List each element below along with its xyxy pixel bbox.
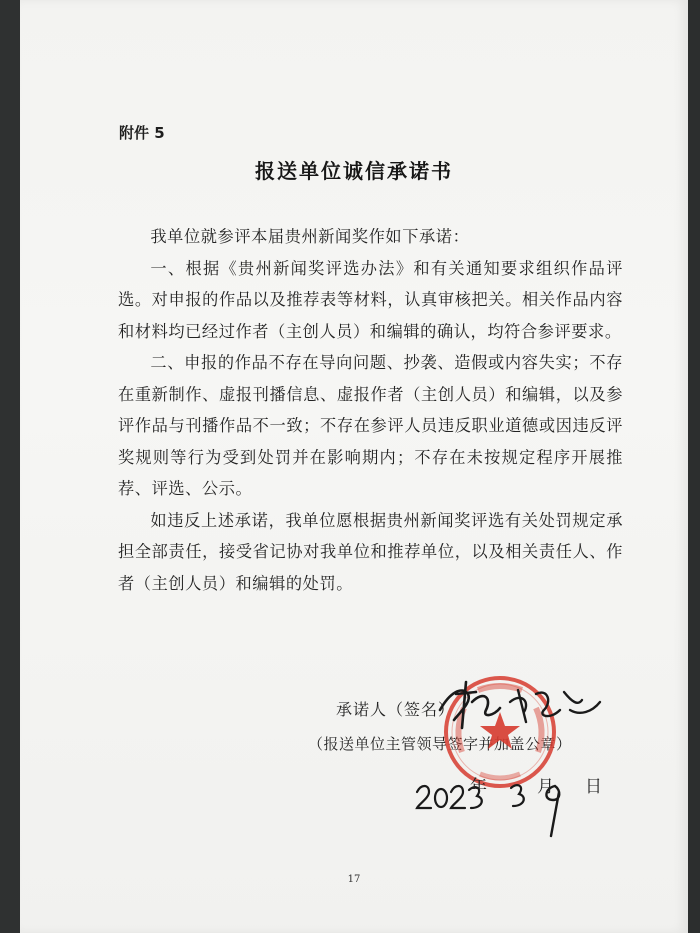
- desk-edge-left: [0, 0, 20, 933]
- page-number: 17: [347, 874, 361, 885]
- desk-edge-right: [688, 0, 700, 933]
- document-title: 报送单位诚信承诺书: [255, 159, 453, 183]
- attachment-label: 附件 5: [119, 124, 165, 142]
- handwritten-signature: [432, 672, 607, 732]
- paragraph-liability: 如违反上述承诺，我单位愿根据贵州新闻奖评选有关处罚规定承担全部责任，接受省记协对我单位和推荐单位，以及相关责任人、作者（主创人员）和编辑的处罚。: [118, 510, 623, 593]
- signature-note: （报送单位主管领导签字并加盖公章）: [308, 735, 572, 753]
- paragraph-intro: 我单位就参评本届贵州新闻奖作如下承诺：: [150, 227, 470, 246]
- paragraph-item-2: 二、申报的作品不存在导向问题、抄袭、造假或内容失实；不存在重新制作、虚报刊播信息、虚报作者（主创人员）和编辑，以及参评作品与刊播作品不一致；不存在参评人员违反职业道德或因违反评奖规则等行为受到处罚并在影响期内；不存在未按规定程序开展推荐、评选、公示。: [118, 353, 623, 498]
- paragraph-item-1: 一、根据《贵州新闻奖评选办法》和有关通知要求组织作品评选。对申报的作品以及推荐表等材料，认真审核把关。相关作品内容和材料均已经过作者（主创人员）和编辑的确认，均符合参评要求。: [118, 258, 623, 341]
- promiser-label: 承诺人（签名）: [336, 700, 456, 719]
- document-body: [118, 221, 623, 599]
- document-page: 附件 5 报送单位诚信承诺书 我单位就参评本届贵州新闻奖作如下承诺： 一、根据《贵州新闻奖评选办法》和有关通知要求组织作品评选。对申报的作品以及推荐表等材料，认真审核把关。相关作品内容和材料均已经过作者（主创人员）和编辑的确认，均符合参评要求。 二、申报的作品不存在导向问题、抄袭、造假或内容失实；不存在重新制作、虚报刊播信息、虚报作者（主创人员）和编辑，以及参评作品与刊播作品不一致；不存在参评人员违反职业道德或因违反评奖规则等行为受到处罚并在影响期内；不存在未按规定程序开展推荐、评选、公示。 如违反上述承诺，我单位愿根据贵州新闻奖评选有关处罚规定承担全部责任，接受省记协对我单位和推荐单位，以及相关责任人、作者（主创人员）和编辑的处罚。 承诺人（签名） （报送单位主管领导签字并加盖公章） 年 月 日 17: [20, 0, 688, 933]
